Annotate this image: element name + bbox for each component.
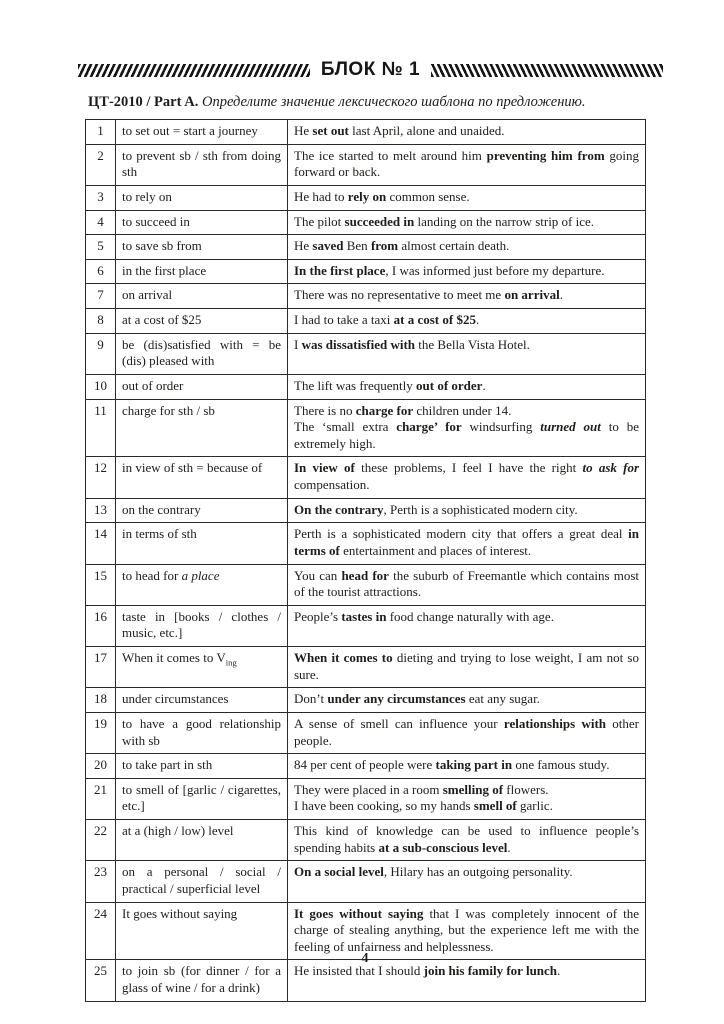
- table-row: [86, 120, 646, 145]
- row-phrase: in view of sth = because of: [116, 457, 288, 498]
- table-row: [86, 523, 646, 564]
- table-row: [86, 498, 646, 523]
- row-sentence: In view of these problems, I feel I have the right to ask for compensation.: [288, 457, 646, 498]
- row-number: 1: [86, 120, 116, 145]
- table-row: [86, 820, 646, 861]
- row-sentence: He had to rely on common sense.: [288, 185, 646, 210]
- lexical-table-body: [86, 120, 646, 1002]
- row-sentence: When it comes to dieting and trying to lose weight, I am not so sure.: [288, 647, 646, 688]
- row-sentence: He saved Ben from almost certain death.: [288, 235, 646, 260]
- row-number: 20: [86, 754, 116, 779]
- row-sentence: You can head for the suburb of Freemantle which contains most of the tourist attractions.: [288, 564, 646, 605]
- row-sentence: I was dissatisfied with the Bella Vista Hotel.: [288, 333, 646, 374]
- row-phrase: under circumstances: [116, 688, 288, 713]
- row-phrase: to succeed in: [116, 210, 288, 235]
- table-row: [86, 333, 646, 374]
- row-phrase: to save sb from: [116, 235, 288, 260]
- row-phrase: to take part in sth: [116, 754, 288, 779]
- row-number: 9: [86, 333, 116, 374]
- table-row: [86, 457, 646, 498]
- row-sentence: On the contrary, Perth is a sophisticated modern city.: [288, 498, 646, 523]
- row-number: 13: [86, 498, 116, 523]
- table-row: [86, 210, 646, 235]
- row-phrase: to join sb (for dinner / for a glass of wine / for a drink): [116, 960, 288, 1001]
- row-phrase: at a cost of $25: [116, 309, 288, 334]
- row-phrase: at a (high / low) level: [116, 820, 288, 861]
- section-title-prefix: ЦТ-2010 / Part A.: [88, 94, 199, 110]
- row-number: 19: [86, 712, 116, 753]
- table-row: [86, 399, 646, 457]
- row-number: 3: [86, 185, 116, 210]
- row-phrase: to set out = start a journey: [116, 120, 288, 145]
- row-sentence: They were placed in a room smelling of flowers. I have been cooking, so my hands smell of garlic.: [288, 778, 646, 819]
- table-row: [86, 605, 646, 646]
- table-row: [86, 235, 646, 260]
- row-phrase: It goes without saying: [116, 902, 288, 960]
- row-sentence: There was no representative to meet me on arrival.: [288, 284, 646, 309]
- row-number: 16: [86, 605, 116, 646]
- row-sentence: On a social level, Hilary has an outgoing personality.: [288, 861, 646, 902]
- row-sentence: 84 per cent of people were taking part in one famous study.: [288, 754, 646, 779]
- row-number: 17: [86, 647, 116, 688]
- table-row: [86, 754, 646, 779]
- row-sentence: There is no charge for children under 14. The ‘small extra charge’ for windsurfing turned out to be extremely high.: [288, 399, 646, 457]
- block-header-band: [78, 59, 663, 81]
- row-phrase: to prevent sb / sth from doing sth: [116, 144, 288, 185]
- row-number: 7: [86, 284, 116, 309]
- row-number: 12: [86, 457, 116, 498]
- section-title: [88, 94, 664, 111]
- lexical-patterns-table: [85, 119, 646, 1002]
- row-number: 21: [86, 778, 116, 819]
- row-number: 25: [86, 960, 116, 1001]
- row-phrase: on arrival: [116, 284, 288, 309]
- row-phrase: taste in [books / clothes / music, etc.]: [116, 605, 288, 646]
- row-sentence: The lift was frequently out of order.: [288, 374, 646, 399]
- row-sentence: The pilot succeeded in landing on the narrow strip of ice.: [288, 210, 646, 235]
- row-sentence: I had to take a taxi at a cost of $25.: [288, 309, 646, 334]
- row-phrase: to rely on: [116, 185, 288, 210]
- row-sentence: Perth is a sophisticated modern city that offers a great deal in terms of entertainment and places of interest.: [288, 523, 646, 564]
- row-number: 22: [86, 820, 116, 861]
- row-sentence: Don’t under any circumstances eat any sugar.: [288, 688, 646, 713]
- row-phrase: be (dis)satisfied with = be (dis) pleased with: [116, 333, 288, 374]
- table-row: [86, 309, 646, 334]
- row-number: 15: [86, 564, 116, 605]
- row-number: 14: [86, 523, 116, 564]
- table-row: [86, 144, 646, 185]
- row-sentence: This kind of knowledge can be used to influence people’s spending habits at a sub-conscious level.: [288, 820, 646, 861]
- hatch-stripe-left-icon: [78, 64, 310, 77]
- row-sentence: He insisted that I should join his family for lunch.: [288, 960, 646, 1001]
- table-row: [86, 564, 646, 605]
- row-number: 4: [86, 210, 116, 235]
- row-sentence: He set out last April, alone and unaided.: [288, 120, 646, 145]
- row-phrase: to have a good relationship with sb: [116, 712, 288, 753]
- row-phrase: out of order: [116, 374, 288, 399]
- table-row: [86, 712, 646, 753]
- row-phrase: to smell of [garlic / cigarettes, etc.]: [116, 778, 288, 819]
- row-number: 6: [86, 259, 116, 284]
- table-row: [86, 374, 646, 399]
- table-row: [86, 185, 646, 210]
- block-title: БЛОК № 1: [320, 59, 421, 80]
- row-phrase: in the first place: [116, 259, 288, 284]
- page-number: 4: [361, 951, 369, 966]
- row-phrase: When it comes to $V_{ing}$: [116, 647, 288, 688]
- table-row: [86, 647, 646, 688]
- row-phrase: on a personal / social / practical / superficial level: [116, 861, 288, 902]
- table-row: [86, 688, 646, 713]
- table-row: [86, 778, 646, 819]
- row-sentence: People’s tastes in food change naturally with age.: [288, 605, 646, 646]
- row-number: 11: [86, 399, 116, 457]
- row-number: 2: [86, 144, 116, 185]
- row-phrase: on the contrary: [116, 498, 288, 523]
- table-row: [86, 861, 646, 902]
- row-number: 5: [86, 235, 116, 260]
- table-row: [86, 284, 646, 309]
- row-number: 8: [86, 309, 116, 334]
- row-number: 23: [86, 861, 116, 902]
- row-phrase: charge for sth / sb: [116, 399, 288, 457]
- row-sentence: It goes without saying that I was completely innocent of the charge of stealing anything, but the experience left me with the feeling of unfairness and helplessness.: [288, 902, 646, 960]
- row-number: 24: [86, 902, 116, 960]
- row-number: 18: [86, 688, 116, 713]
- row-number: 10: [86, 374, 116, 399]
- row-phrase: to head for a place: [116, 564, 288, 605]
- row-phrase: in terms of sth: [116, 523, 288, 564]
- row-sentence: A sense of smell can influence your relationships with other people.: [288, 712, 646, 753]
- row-sentence: The ice started to melt around him preventing him from going forward or back.: [288, 144, 646, 185]
- table-row: [86, 259, 646, 284]
- row-sentence: In the first place, I was informed just before my departure.: [288, 259, 646, 284]
- hatch-stripe-right-icon: [431, 64, 663, 77]
- section-title-instruction: Определите значение лексического шаблона по предложению.: [201, 94, 586, 110]
